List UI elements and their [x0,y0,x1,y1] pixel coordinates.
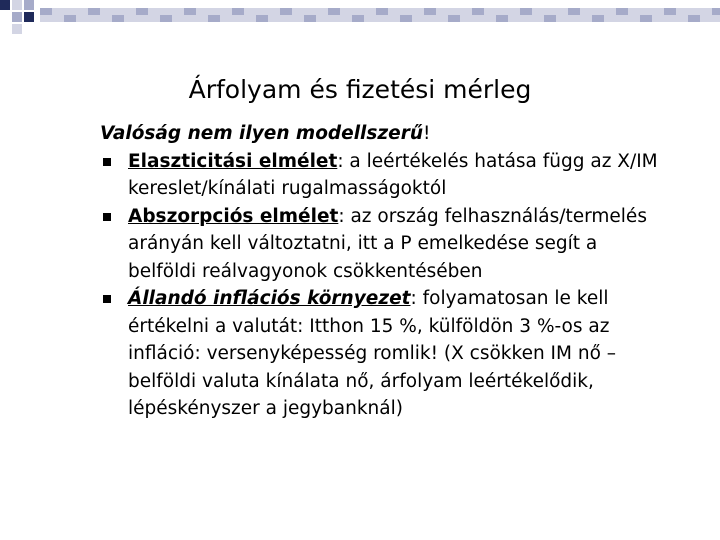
bullet-term: Elaszticitási elmélet [128,150,338,172]
intro-italic: Valóság nem ilyen modellszerű [100,123,424,144]
decor-square [12,12,22,22]
slide-title [0,72,720,108]
slide-title-text: Árfolyam és fizetési mérleg [188,75,532,104]
bullet-list [100,148,660,423]
decor-square-dark [24,12,34,22]
bullet-text: : az ország felhasználás/termelés arányán kell változtatni, itt a P emelkedése segít a belföldi reálvagyonok csökkentésében [128,205,647,282]
list-item [100,148,660,203]
bullet-text: : a leértékelés hatása függ az X/IM kereslet/kínálati rugalmasságoktól [128,150,658,199]
square-bullet-icon [103,295,111,303]
square-bullet-icon [103,213,111,221]
intro-line [100,120,660,148]
list-item [100,203,660,286]
decor-square [24,0,34,10]
bullet-term: Abszorpciós elmélet [128,205,339,227]
decor-square-dark [0,0,10,10]
header-decoration [0,0,720,40]
list-item [100,285,660,423]
square-bullet-icon [103,158,111,166]
bullet-text: : folyamatosan le kell értékelni a valutát: Itthon 15 %, külföldön 3 %-os az infláció: versenyképesség romlik! (X csökken IM nő – belföldi valuta kínálata nő, árfolyam leértékelődik, lépéskényszer a jegybanknál) [128,288,617,419]
decor-square-light [12,24,22,34]
decor-square-light [12,0,22,10]
bullet-term: Állandó inflációs környezet [128,288,411,309]
slide-body [100,120,660,423]
intro-rest: ! [423,123,431,144]
